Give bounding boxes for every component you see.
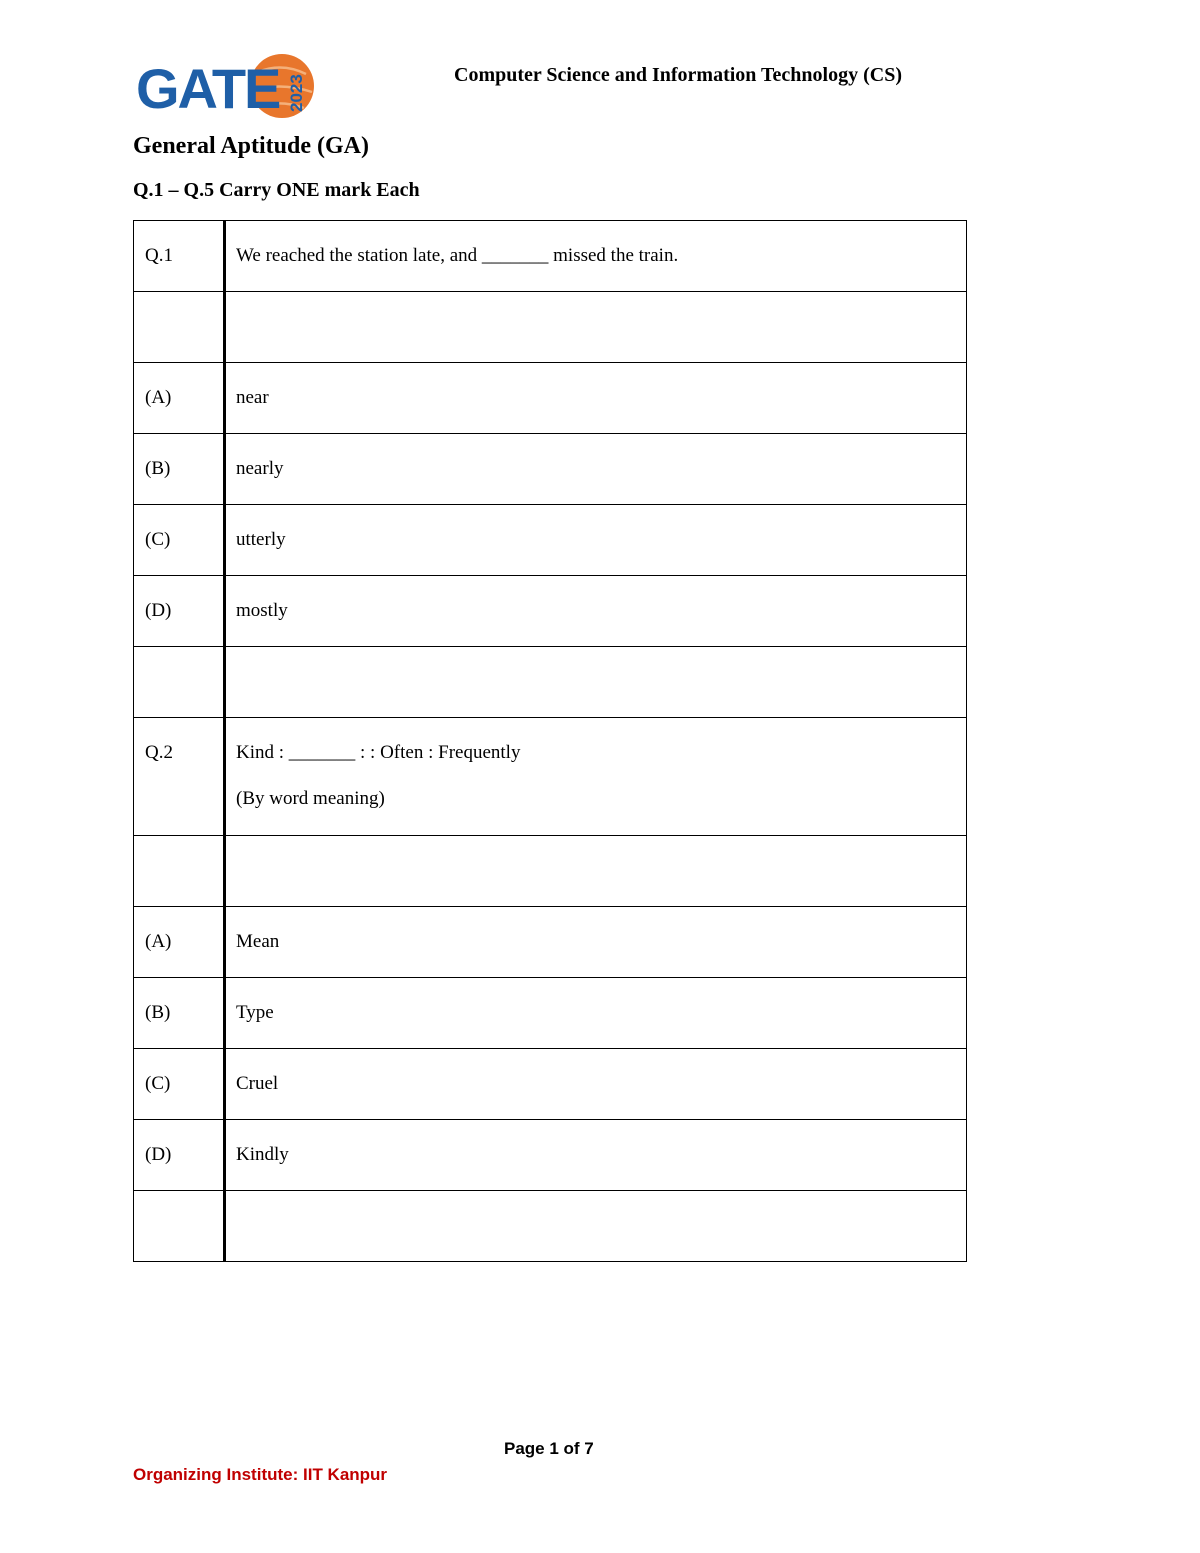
question-text: We reached the station late, and _______ missed the train. [236,245,679,266]
option-text-cell [225,1120,967,1191]
option-row [134,1049,967,1120]
option-label: (C) [145,529,171,550]
option-text: Type [236,1002,274,1023]
question-text: Kind : _______ : : Often : Frequently [236,742,521,763]
option-label: (C) [145,1073,171,1094]
blank-cell [225,647,967,718]
questions-table [133,220,967,1262]
option-text-cell [225,907,967,978]
question-number: Q.1 [145,245,173,266]
option-text-cell [225,576,967,647]
option-label: (D) [145,1144,172,1165]
option-label: (B) [145,458,171,479]
option-label-cell [134,576,225,647]
option-row [134,576,967,647]
blank-row [134,292,967,363]
subject-title: Computer Science and Information Technology (CS) [454,64,902,86]
option-label: (D) [145,600,172,621]
option-row [134,907,967,978]
question-number-cell [134,718,225,836]
blank-row [134,836,967,907]
option-text: Mean [236,931,280,952]
option-text-cell [225,505,967,576]
option-label-cell [134,978,225,1049]
blank-cell [225,292,967,363]
option-row [134,363,967,434]
logo-year: 2023 [287,74,306,112]
page-number: Page 1 of 7 [504,1439,594,1458]
option-label-cell [134,1049,225,1120]
option-text: Kindly [236,1144,289,1165]
blank-cell [134,836,225,907]
option-text-cell [225,363,967,434]
option-row [134,434,967,505]
question-row [134,718,967,836]
section-title: General Aptitude (GA) [133,133,369,159]
option-text: utterly [236,529,286,550]
option-label: (A) [145,931,172,952]
blank-cell [134,647,225,718]
option-text-cell [225,978,967,1049]
option-label-cell [134,434,225,505]
question-number-cell [134,221,225,292]
option-label-cell [134,1120,225,1191]
option-text: mostly [236,600,288,621]
option-text: Cruel [236,1073,279,1094]
option-label-cell [134,505,225,576]
question-number: Q.2 [145,742,173,763]
option-row [134,1120,967,1191]
marks-note: Q.1 – Q.5 Carry ONE mark Each [133,179,420,201]
option-label: (A) [145,387,172,408]
organizing-institute: Organizing Institute: IIT Kanpur [133,1465,388,1484]
question-text-cell [225,718,967,836]
blank-cell [225,1191,967,1262]
question-text-cell [225,221,967,292]
blank-cell [134,1191,225,1262]
blank-cell [225,836,967,907]
option-text: near [236,387,269,408]
option-label-cell [134,907,225,978]
gate-2023-logo [136,52,316,122]
question-subtext: (By word meaning) [236,788,385,809]
logo-text: GATE [136,57,280,120]
option-text-cell [225,434,967,505]
option-text: nearly [236,458,284,479]
option-text-cell [225,1049,967,1120]
blank-row [134,1191,967,1262]
blank-cell [134,292,225,363]
option-label: (B) [145,1002,171,1023]
option-label-cell [134,363,225,434]
blank-row [134,647,967,718]
option-row [134,505,967,576]
question-row [134,221,967,292]
option-row [134,978,967,1049]
